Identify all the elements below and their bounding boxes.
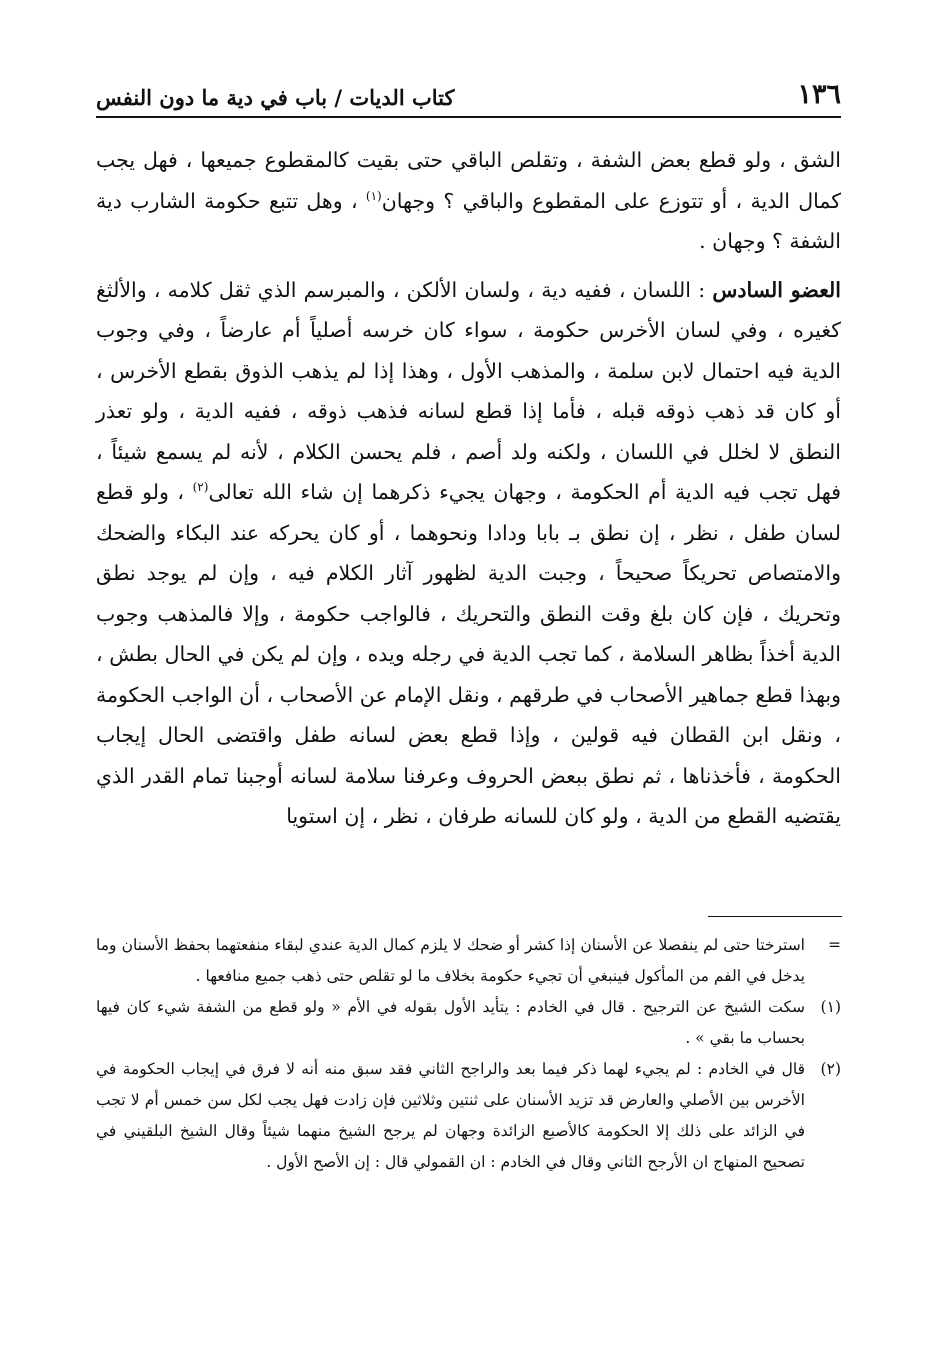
- footnote-divider: [708, 916, 842, 917]
- footnote-text: استرختا حتى لم ينفصلا عن الأسنان إذا كشر أو ضحك لا يلزم كمال الدية عندي لبقاء منفعتهما بحفظ الأسنان وما يدخل في الفم من المأكول فينبغي أن تجيء حكومة بخلاف ما لو تقلص حتى ذهب جميع منافعها .: [96, 936, 805, 985]
- paragraph-text: ، وهل تتبع حكومة الشارب دية الشفة ؟ وجهان .: [96, 188, 841, 253]
- footnote-reference: (٢): [192, 480, 209, 495]
- running-title: كتاب الديات / باب في دية ما دون النفس: [96, 85, 455, 110]
- paragraph-text: الشق ، ولو قطع بعض الشفة ، وتقلص الباقي حتى بقيت كالمقطوع جميعها ، فهل يجب كمال الدية ، أو تتوزع على المقطوع والباقي ؟ وجهان: [96, 148, 841, 213]
- footnote: [96, 930, 841, 992]
- footnote-text: سكت الشيخ عن الترجيح . قال في الخادم : يتأيد الأول بقوله في الأم « ولو قطع من الشفة شيء كان فيها بحساب ما بقي » .: [96, 998, 805, 1047]
- footnote-marker: (٢): [820, 1060, 841, 1078]
- page-number: ١٣٦: [797, 79, 841, 110]
- footnotes: [96, 930, 841, 1178]
- paragraph: [96, 140, 841, 262]
- main-text: [96, 140, 841, 837]
- section-lead: العضو السادس: [712, 277, 841, 302]
- footnote-marker: =: [828, 936, 841, 954]
- footnote-reference: (١): [365, 188, 382, 203]
- paragraph: [96, 270, 841, 837]
- paragraph-text: : اللسان ، ففيه دية ، ولسان الألكن ، والمبرسم الذي ثقل كلامه ، والألثغ كغيره ، وفي لسان الأخرس حكومة ، سواء كان خرسه أصلياً أم عارضاً ، وفي وجوب الدية فيه احتمال لابن سلمة ، والمذهب الأول ، وهذا إذا لم يذهب الذوق بقطع الأخرس ، أو كان قد ذهب ذوقه قبله ، فأما إذا قطع لسانه فذهب ذوقه ، ففيه الدية ، ولو تعذر النطق لا لخلل في اللسان ، ولكنه ولد أصم ، فلم يحسن الكلام ، لأنه لم يسمع شيئاً ، فهل تجب فيه الدية أم الحكومة ، وجهان يجيء ذكرهما إن شاء الله تعالى: [96, 277, 841, 504]
- footnote-text: قال في الخادم : لم يجيء لهما ذكر فيما بعد والراجح الثاني فقد سبق منه أنه لا فرق في إيجاب الحكومة في الأخرس بين الأصلي والعارض قد تزيد الأسنان على ثنتين وثلاثين فإن زادت فهل يجب لكل سن خمس أم لا تجب في الزائد على ذلك إلا الحكومة كالأصبع الزائدة وجهان لم يرجح الشيخ منهما شيئاً وقال الشيخ البلقيني في تصحيح المنهاج ان الأرجح الثاني وقال في الخادم : ان القمولي قال : إن الأصح الأول .: [96, 1060, 805, 1171]
- footnote: [96, 1054, 841, 1178]
- footnote-marker: (١): [820, 998, 841, 1016]
- paragraph-text: ، ولو قطع لسان طفل ، نظر ، إن نطق بـ بابا ودادا ونحوهما ، أو كان يحركه عند البكاء والضحك والامتصاص تحريكاً صحيحاً ، وجبت الدية لظهور آثار الكلام فيه ، وإن لم يوجد نطق وتحريك ، فإن كان بلغ وقت النطق والتحريك ، فالواجب حكومة ، وإلا فالمذهب وجوب الدية أخذاً بظاهر السلامة ، كما تجب الدية في رجله ويده ، وإن لم يكن في الحال بطش ، وبهذا قطع جماهير الأصحاب في طرقهم ، ونقل الإمام عن الأصحاب ، أن الواجب الحكومة ، ونقل ابن القطان فيه قولين ، وإذا قطع بعض لسانه طفل واقتضى الحال إيجاب الحكومة ، فأخذناها ، ثم نطق ببعض الحروف وعرفنا سلامة لسانه أوجبنا تمام القدر الذي يقتضيه القطع من الدية ، ولو كان للسانه طرفان ، نظر ، إن استويا: [96, 480, 841, 828]
- page-header: [96, 70, 841, 118]
- footnote: [96, 992, 841, 1054]
